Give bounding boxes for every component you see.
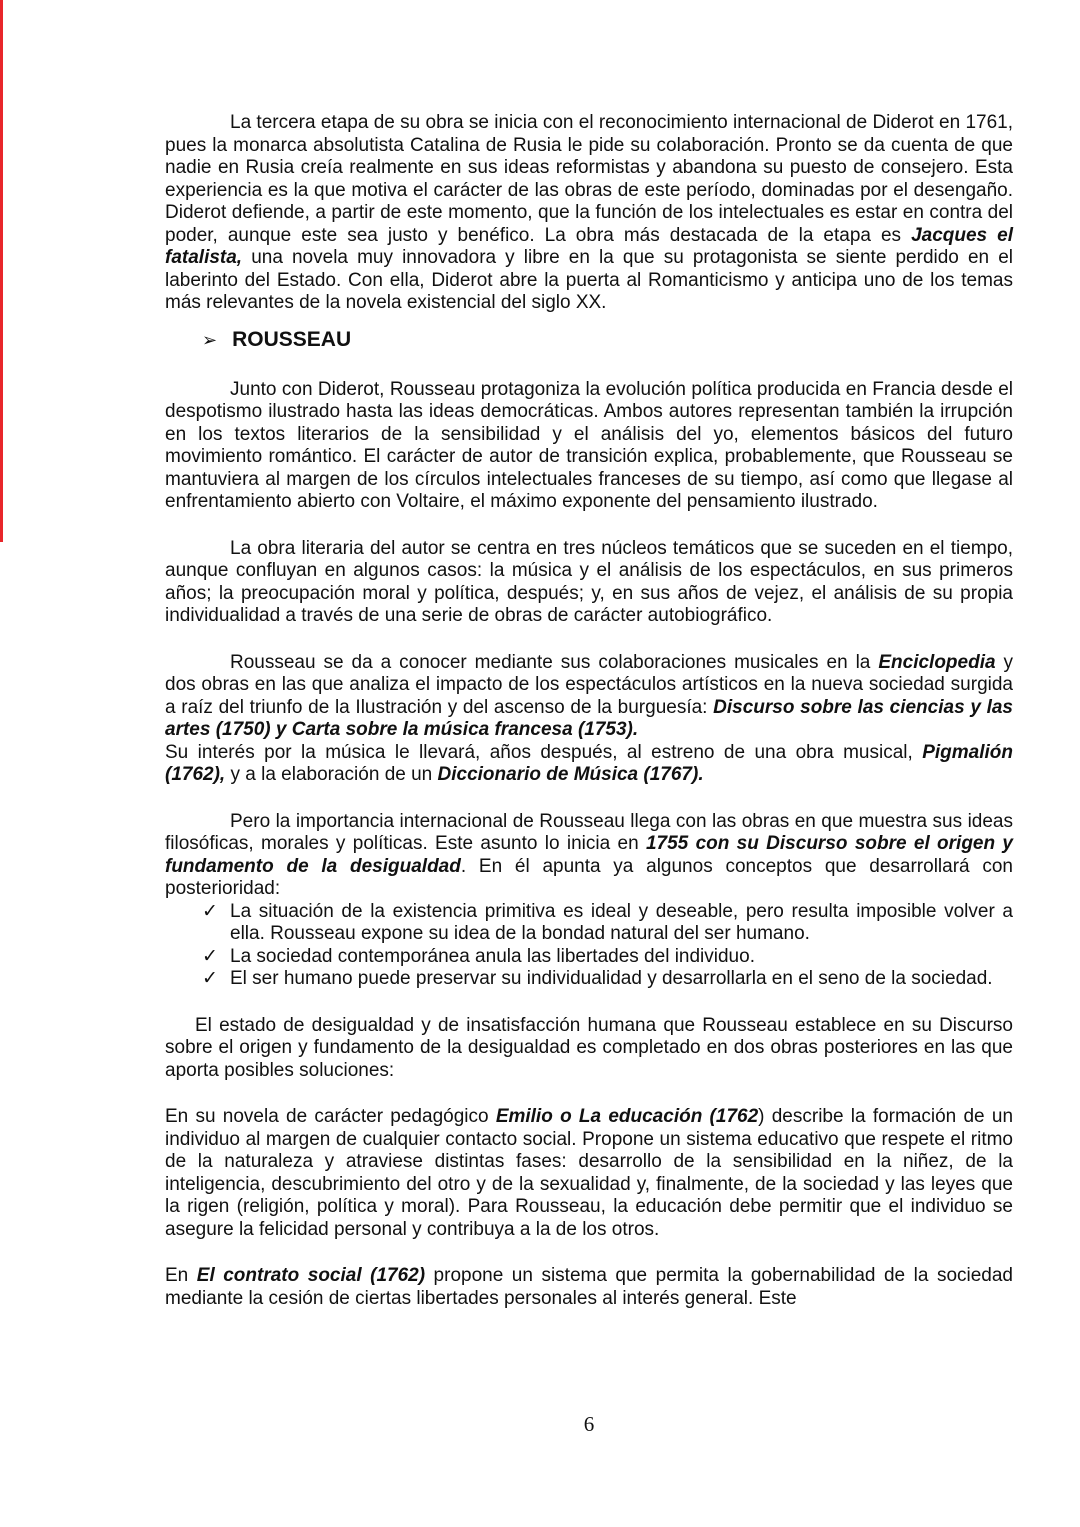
text-run: En: [165, 1265, 197, 1286]
text-run: En su novela de carácter pedagógico: [165, 1106, 496, 1127]
work-title: Diccionario de Música (1767).: [437, 764, 704, 785]
paragraph: [165, 112, 1013, 315]
red-margin-line: [0, 0, 3, 542]
text-run: Su interés por la música le llevará, años después, al estreno de una obra musical,: [165, 741, 923, 763]
text-run: y dos obras en las que analiza el impacto de los espectáculos artísticos en la nueva sociedad surgida a raíz del triunfo de la Ilustración y del ascenso de la burguesía:: [165, 651, 1014, 718]
work-title: Enciclopedia: [878, 651, 996, 673]
check-bullet-icon: ✓: [202, 945, 218, 967]
check-bullet-icon: ✓: [202, 968, 218, 989]
bullet-item: [165, 946, 1013, 969]
bullet-text: La sociedad contemporánea anula las libertades del individuo.: [230, 945, 755, 967]
text-run: Junto con Diderot, Rousseau protagoniza la evolución política producida en Francia desde el despotismo ilustrado hasta las ideas democráticas. Ambos autores representan también la irrupción en los textos literarios de la sensibilidad y el análisis del yo, elementos básicos del futuro movimiento romántico. El carácter de autor de transición explica, probablemente, que Rousseau se mantuviera al margen de los círculos intelectuales franceses de su tiempo, así como que llegase al enfrentamiento abierto con Voltaire, el máximo exponente del pensamiento ilustrado.: [165, 378, 1013, 512]
text-run: propone un sistema que permita la gobernabilidad de la sociedad mediante la cesión de ciertas libertades personales al interés general. Este: [165, 1265, 1013, 1309]
bullet-item: [165, 968, 1013, 991]
paragraph: [165, 538, 1013, 628]
bullet-text: El ser humano puede preservar su individualidad y desarrollarla en el seno de la sociedad.: [230, 968, 993, 989]
page-number: 6: [583, 1412, 595, 1436]
text-run: y a la elaboración de un: [225, 764, 438, 785]
text-run: una novela muy innovadora y libre en la que su protagonista se siente perdido en el laberinto del Estado. Con ella, Diderot abre la puerta al Romanticismo y anticipa uno de los temas más relevantes de la novela existencial del siglo XX.: [165, 247, 1013, 313]
text-run: La tercera etapa de su obra se inicia con el reconocimiento internacional de Diderot en 1761, pues la monarca absolutista Catalina de Rusia le pide su colaboración. Pronto se da cuenta de que nadie en Rusia creía realmente en sus ideas reformistas y abandona su puesto de consejero. Esta experiencia es la que motiva el carácter de las obras de este período, dominadas por el desengaño. Diderot defiende, a partir de este momento, que la función de los intelectuales es estar en contra del poder, aunque este sea justo y benéfico. La obra más destacada de la etapa es: [165, 112, 1013, 246]
paragraph: [165, 1106, 1013, 1241]
work-title: Discurso sobre las ciencias y las artes (1750) y Carta sobre la música francesa (1753).: [165, 696, 1013, 740]
work-title: El contrato social (1762): [196, 1265, 426, 1286]
paragraph: [165, 1265, 1013, 1310]
work-title: Jacques el fatalista,: [165, 224, 1013, 268]
text-run: La obra literaria del autor se centra en tres núcleos temáticos que se suceden en el tiempo, aunque confluyan en algunos casos: la música y el análisis de los espectáculos, en sus primeros años; la preocupación moral y política, después; y, en sus años de vejez, el análisis de su propia individualidad a través de una serie de obras de carácter autobiográfico.: [165, 537, 1013, 626]
arrow-bullet-icon: ➢: [202, 329, 218, 350]
work-title: Emilio o La educación (1762: [495, 1106, 759, 1127]
document-body: [165, 112, 1013, 1310]
paragraph: [165, 379, 1013, 514]
text-run: Rousseau se da a conocer mediante sus colaboraciones musicales en la: [230, 651, 879, 673]
bullet-text: La situación de la existencia primitiva es ideal y deseable, pero resulta imposible volver a ella. Rousseau expone su idea de la bondad natural del ser humano.: [230, 900, 1013, 944]
text-run: El estado de desigualdad y de insatisfacción humana que Rousseau establece en su Discurso sobre el origen y fundamento de la desigualdad es completado en dos obras posteriores en las que aporta posibles soluciones:: [165, 1014, 1013, 1081]
text-run: Pero la importancia internacional de Rousseau llega con las obras en que muestra sus ideas filosóficas, morales y políticas. Este asunto lo inicia en: [165, 810, 1013, 854]
bullet-item: [165, 901, 1013, 946]
text-run: . En él apunta ya algunos conceptos que desarrollará con posterioridad:: [165, 855, 1013, 899]
text-run: ) describe la formación de un individuo al margen de cualquier contacto social. Propone un sistema educativo que respete el ritmo de la naturaleza y atraviese distintas fases: desarrollo de la sensibilidad en la niñez, de la inteligencia, descubrimiento del otro y de la sexualidad y, finalmente, de la sociedad y las leyes que la rigen (religión, política y moral). Para Rousseau, la educación debe permitir que el individuo se asegure la felicidad personal y contribuya a la de los otros.: [165, 1106, 1014, 1240]
paragraph: [165, 811, 1013, 901]
paragraph: [165, 652, 1013, 742]
work-title: Pigmalión (1762),: [165, 741, 1013, 785]
paragraph: [165, 1015, 1013, 1083]
heading-text: ROUSSEAU: [232, 327, 352, 351]
bullet-list: [165, 901, 1013, 991]
paragraph: [165, 742, 1013, 787]
check-bullet-icon: ✓: [202, 900, 218, 922]
section-heading: [165, 327, 1013, 353]
work-title: 1755 con su Discurso sobre el origen y fundamento de la desigualdad: [165, 833, 1013, 877]
